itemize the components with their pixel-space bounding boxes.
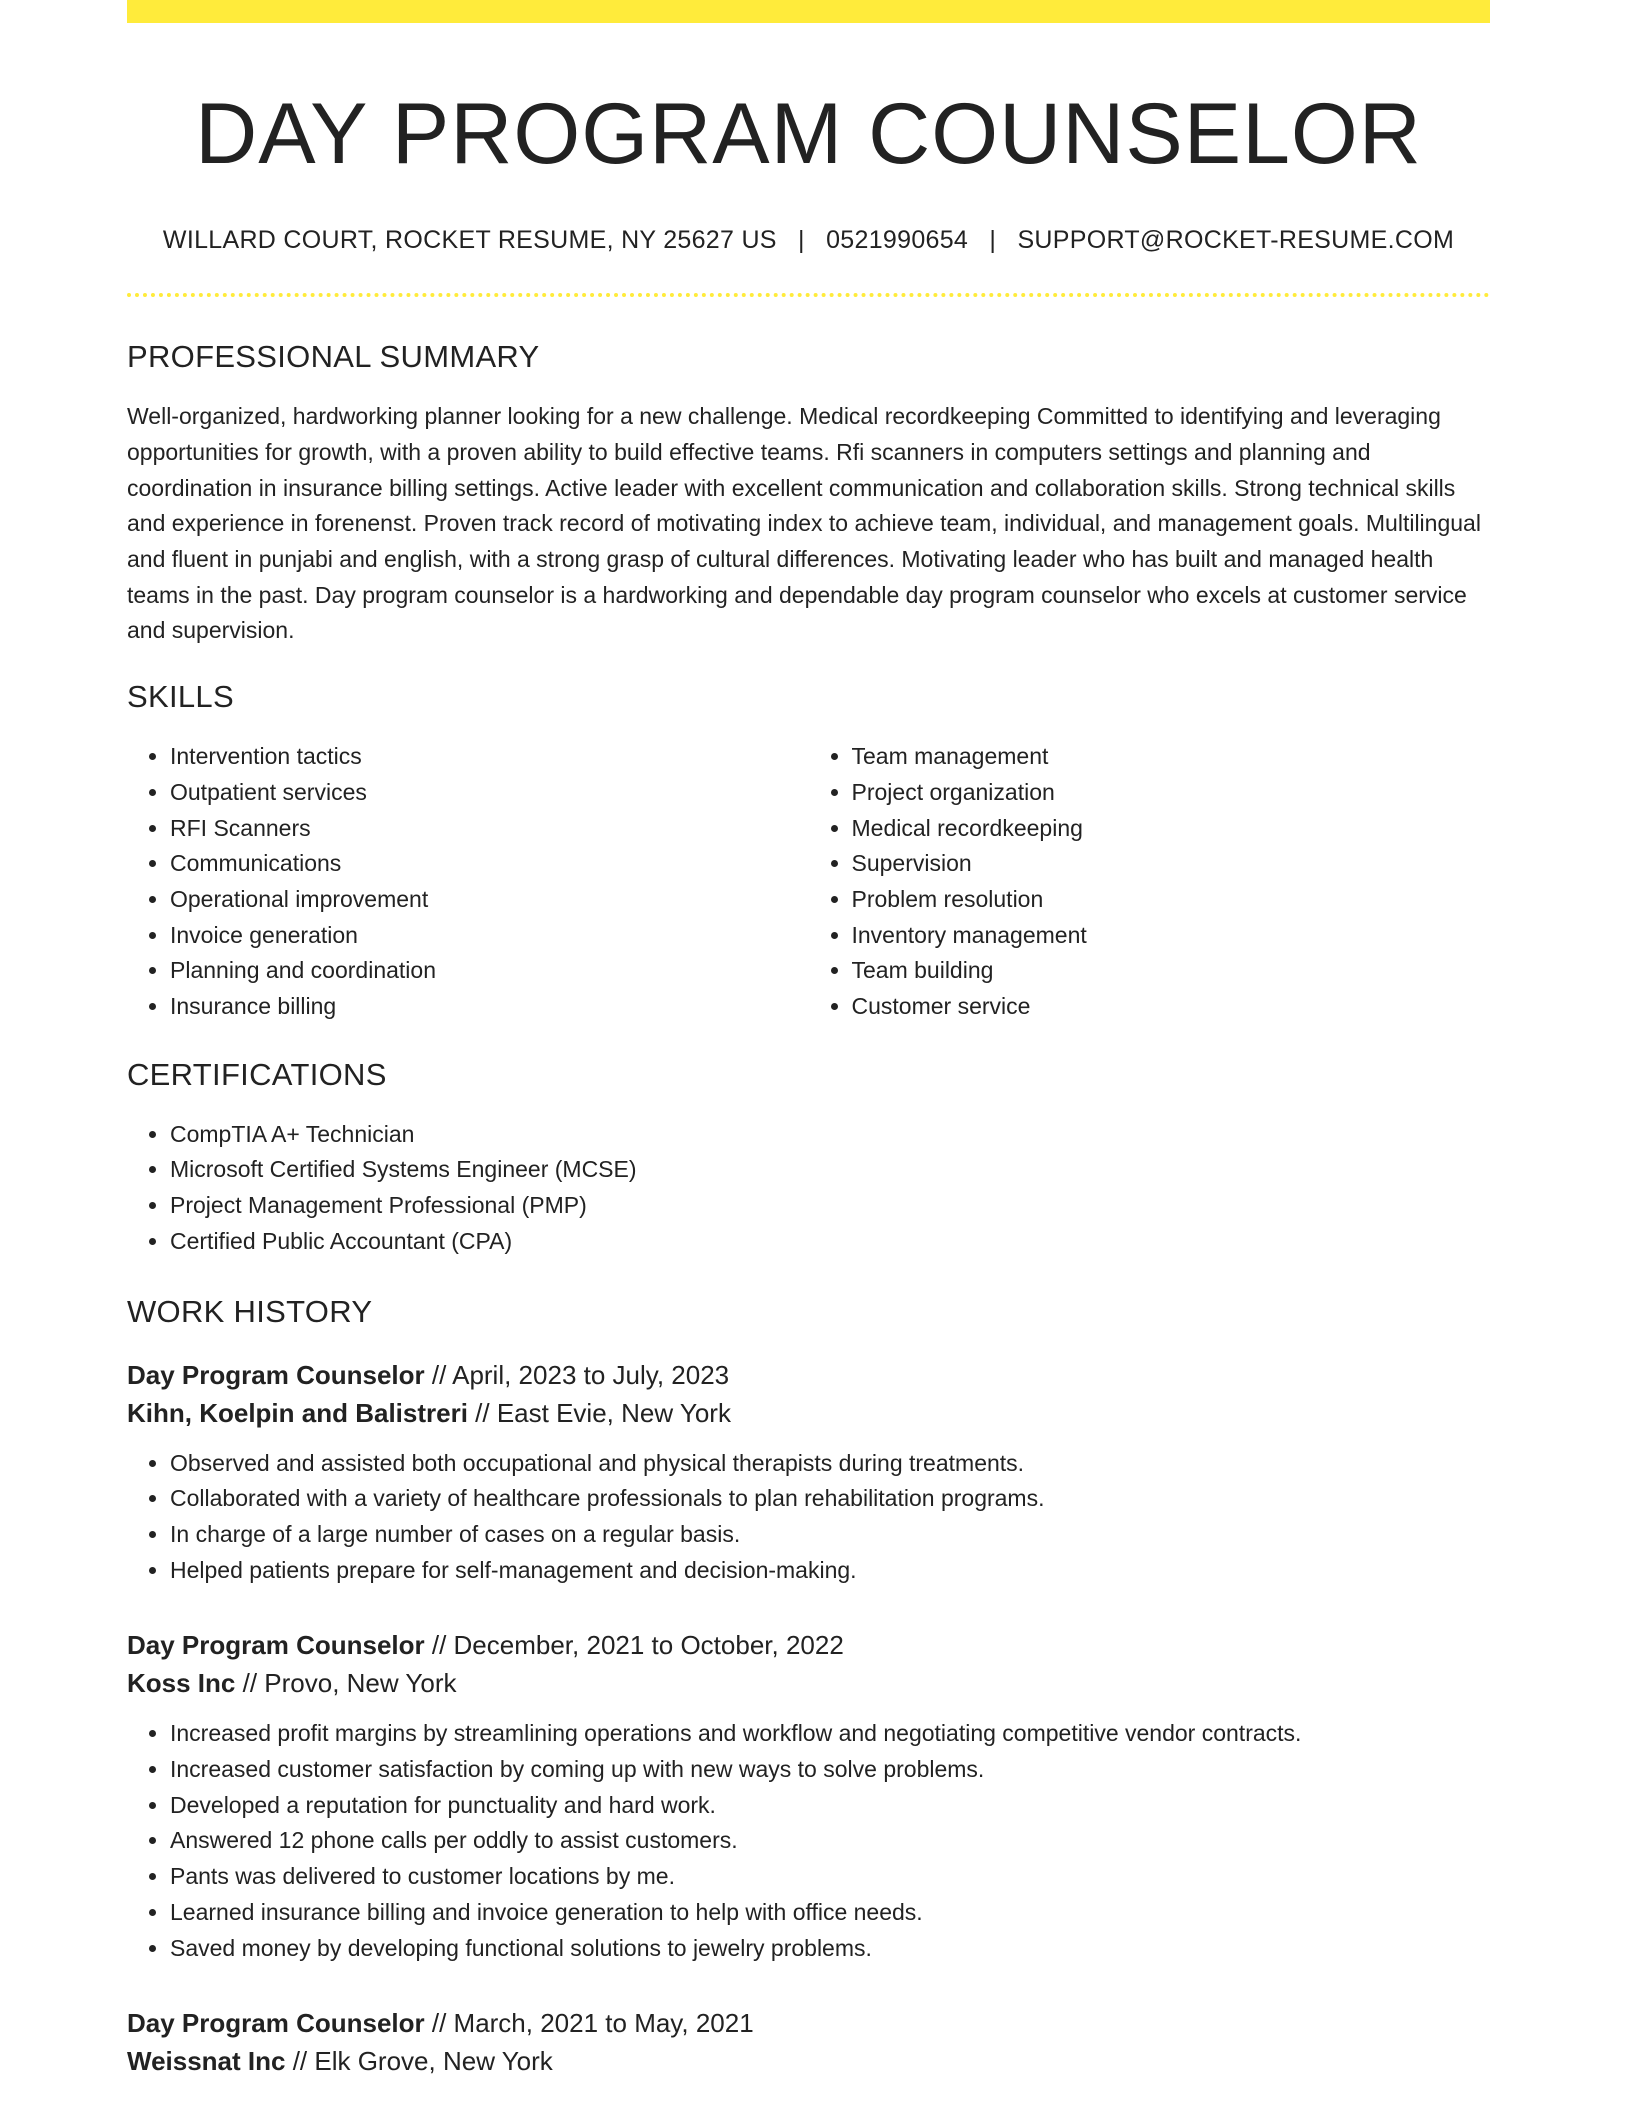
resume-page: [127, 0, 1490, 2080]
skill-item: • Insurance billing: [170, 989, 809, 1025]
job-entry: [127, 1356, 1490, 1589]
job-entry: [127, 2004, 1490, 2080]
job-company: Kihn, Koelpin and Balistreri: [127, 1397, 468, 1428]
skill-item: • Outpatient services: [170, 775, 809, 811]
job-dates: // December, 2021 to October, 2022: [424, 1630, 844, 1661]
job-role: Day Program Counselor: [127, 1359, 425, 1390]
job-bullet: • Collaborated with a variety of healthcare professionals to plan rehabilitation programs.: [170, 1481, 1490, 1517]
job-title-line: [127, 1356, 1490, 1394]
job-company: Weissnat Inc: [127, 2046, 286, 2077]
contact-phone[interactable]: 0521990654: [826, 226, 969, 255]
job-bullet: • Increased profit margins by streamlining operations and workflow and negotiating competitive vendor contracts.: [170, 1716, 1490, 1752]
job-location: // East Evie, New York: [467, 1397, 731, 1428]
contact-separator: |: [989, 226, 997, 255]
job-bullet: • Pants was delivered to customer locations by me.: [170, 1859, 1490, 1895]
certification-item: • Project Management Professional (PMP): [170, 1188, 1490, 1224]
accent-top-bar: [127, 0, 1490, 23]
skills-heading: SKILLS: [127, 679, 234, 715]
job-bullet: • Learned insurance billing and invoice generation to help with office needs.: [170, 1895, 1490, 1931]
contact-line: [127, 226, 1490, 255]
skill-item: • Communications: [170, 846, 809, 882]
job-title-line: [127, 2004, 1490, 2042]
job-bullet: • Helped patients prepare for self-management and decision-making.: [170, 1553, 1490, 1589]
skill-item: • Inventory management: [852, 918, 1491, 954]
job-bullet: • Answered 12 phone calls per oddly to assist customers.: [170, 1823, 1490, 1859]
dotted-divider: [127, 293, 1490, 297]
job-bullet: • Saved money by developing functional solutions to jewelry problems.: [170, 1931, 1490, 1967]
summary-text: Well-organized, hardworking planner looking for a new challenge. Medical recordkeeping Committed to identifying and leveraging opportunities for growth, with a proven ability to build effective teams. Rfi scanners in computers settings and planning and coordination in insurance billing settings. Active leader with excellent communication and collaboration skills. Strong technical skills and experience in forenenst. Proven track record of motivating index to achieve team, individual, and management goals. Multilingual and fluent in punjabi and english, with a strong grasp of cultural differences. Motivating leader who has built and managed health teams in the past. Day program counselor is a hardworking and dependable day program counselor who excels at customer service and supervision.: [127, 403, 1481, 644]
skill-item: • Team building: [852, 953, 1491, 989]
certifications-list: [127, 1117, 1490, 1260]
summary-heading: PROFESSIONAL SUMMARY: [127, 339, 540, 375]
certification-item: • CompTIA A+ Technician: [170, 1117, 1490, 1153]
job-bullet: • Developed a reputation for punctuality and hard work.: [170, 1788, 1490, 1824]
skill-item: • Intervention tactics: [170, 739, 809, 775]
certification-item: • Microsoft Certified Systems Engineer (MCSE): [170, 1152, 1490, 1188]
skill-item: • Medical recordkeeping: [852, 811, 1491, 847]
certification-item: • Certified Public Accountant (CPA): [170, 1224, 1490, 1260]
job-location: // Elk Grove, New York: [285, 2046, 553, 2077]
skill-item: • Planning and coordination: [170, 953, 809, 989]
skill-item: • Supervision: [852, 846, 1491, 882]
job-bullet: • In charge of a large number of cases on a regular basis.: [170, 1517, 1490, 1553]
skill-item: • Problem resolution: [852, 882, 1491, 918]
skills-list-left: [127, 739, 809, 1025]
job-bullets: [127, 1446, 1490, 1589]
skills-columns: [127, 739, 1490, 1025]
job-bullets: [127, 1716, 1490, 1966]
job-role: Day Program Counselor: [127, 2008, 425, 2039]
job-company-line: [127, 1394, 1490, 1432]
job-bullet: • Observed and assisted both occupational and physical therapists during treatments.: [170, 1446, 1490, 1482]
job-location: // Provo, New York: [235, 1668, 457, 1699]
job-role: Day Program Counselor: [127, 1630, 425, 1661]
skill-item: • Invoice generation: [170, 918, 809, 954]
skill-item: • Customer service: [852, 989, 1491, 1025]
skill-item: • Operational improvement: [170, 882, 809, 918]
job-dates: // March, 2021 to May, 2021: [424, 2008, 754, 2039]
contact-email[interactable]: SUPPORT@ROCKET-RESUME.COM: [1017, 226, 1455, 255]
job-entry: [127, 1626, 1490, 1966]
contact-separator: |: [798, 226, 805, 255]
job-company-line: [127, 2042, 1490, 2080]
skill-item: • RFI Scanners: [170, 811, 809, 847]
work-history-heading: WORK HISTORY: [127, 1293, 373, 1329]
resume-name: DAY PROGRAM COUNSELOR: [195, 86, 1422, 182]
job-title-line: [127, 1626, 1490, 1664]
skill-item: • Project organization: [852, 775, 1491, 811]
skills-list-right: [809, 739, 1491, 1025]
job-company: Koss Inc: [127, 1668, 236, 1699]
skill-item: • Team management: [852, 739, 1491, 775]
certifications-heading: CERTIFICATIONS: [127, 1056, 387, 1092]
job-company-line: [127, 1664, 1490, 1702]
job-bullet: • Increased customer satisfaction by coming up with new ways to solve problems.: [170, 1752, 1490, 1788]
job-dates: // April, 2023 to July, 2023: [424, 1359, 730, 1390]
contact-address: WILLARD COURT, ROCKET RESUME, NY 25627 US: [162, 226, 777, 255]
